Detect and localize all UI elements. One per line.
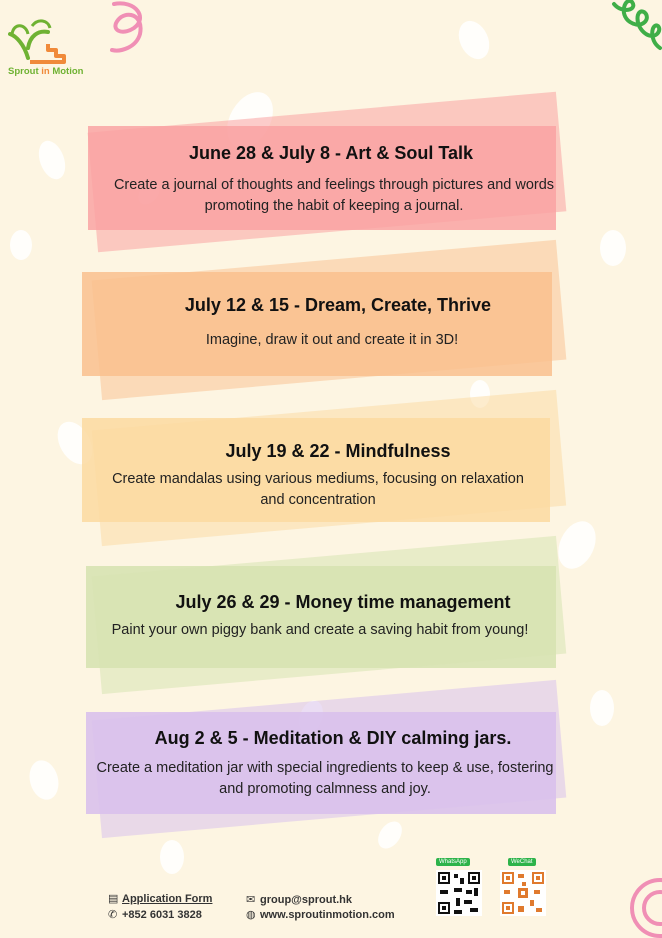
event-card-tilted-layer bbox=[92, 390, 566, 546]
pink-squiggle-decoration bbox=[96, 0, 156, 56]
globe-icon: ◍ bbox=[246, 909, 256, 921]
event-description: Paint your own piggy bank and create a saving habit from young! bbox=[111, 622, 529, 638]
event-title: June 28 & July 8 - Art & Soul Talk bbox=[188, 143, 474, 163]
phone-contact[interactable] bbox=[108, 908, 202, 921]
background-spot bbox=[10, 230, 32, 260]
logo-word-motion: Motion bbox=[52, 66, 84, 77]
background-spot bbox=[453, 16, 495, 64]
whatsapp-qr-code[interactable] bbox=[436, 870, 482, 916]
application-form-label: Application Form bbox=[122, 893, 213, 905]
background-spot bbox=[25, 757, 62, 803]
application-form-link[interactable] bbox=[108, 892, 212, 905]
phone-number: +852 6031 3828 bbox=[122, 909, 202, 921]
background-spot bbox=[551, 515, 603, 575]
logo-word-in: in bbox=[41, 66, 50, 77]
document-icon: ▤ bbox=[108, 893, 119, 905]
background-spot bbox=[590, 690, 614, 726]
sprout-in-motion-logo bbox=[8, 14, 98, 80]
background-spot bbox=[373, 817, 407, 853]
logo-wordmark bbox=[8, 66, 83, 77]
event-title: July 26 & 29 - Money time management bbox=[175, 592, 511, 612]
whatsapp-label: WhatsApp bbox=[436, 858, 470, 866]
sprout-logo-icon bbox=[8, 14, 72, 66]
event-description: Create a meditation jar with special ingredients to keep & use, fostering and promoting calmness and joy. bbox=[96, 760, 554, 797]
event-card-tilted-layer bbox=[92, 536, 567, 694]
pink-swirl-decoration bbox=[626, 876, 662, 938]
event-description: Create a journal of thoughts and feelings through pictures and words promoting the habit of keeping a journal. bbox=[113, 177, 555, 214]
event-title: Aug 2 & 5 - Meditation & DIY calming jars. bbox=[154, 728, 512, 748]
background-spot bbox=[160, 840, 184, 874]
background-spot bbox=[600, 230, 626, 266]
whatsapp-phone-icon: ✆ bbox=[108, 909, 118, 921]
email-address: group@sprout.hk bbox=[260, 894, 352, 906]
event-title: July 12 & 15 - Dream, Create, Thrive bbox=[184, 295, 492, 315]
event-card-tilted-layer bbox=[92, 240, 567, 400]
wechat-label: WeChat bbox=[508, 858, 536, 866]
logo-word-sprout: Sprout bbox=[8, 66, 39, 77]
event-title: July 19 & 22 - Mindfulness bbox=[225, 441, 451, 461]
event-description: Imagine, draw it out and create it in 3D! bbox=[205, 332, 459, 348]
email-contact[interactable] bbox=[246, 893, 352, 906]
green-coil-decoration bbox=[608, 0, 662, 70]
wechat-qr-code[interactable] bbox=[500, 870, 546, 916]
event-description: Create mandalas using various mediums, focusing on relaxation and concentration bbox=[112, 471, 524, 508]
website-link[interactable] bbox=[246, 908, 395, 921]
email-icon: ✉ bbox=[246, 894, 256, 906]
website-url: www.sproutinmotion.com bbox=[260, 909, 395, 921]
